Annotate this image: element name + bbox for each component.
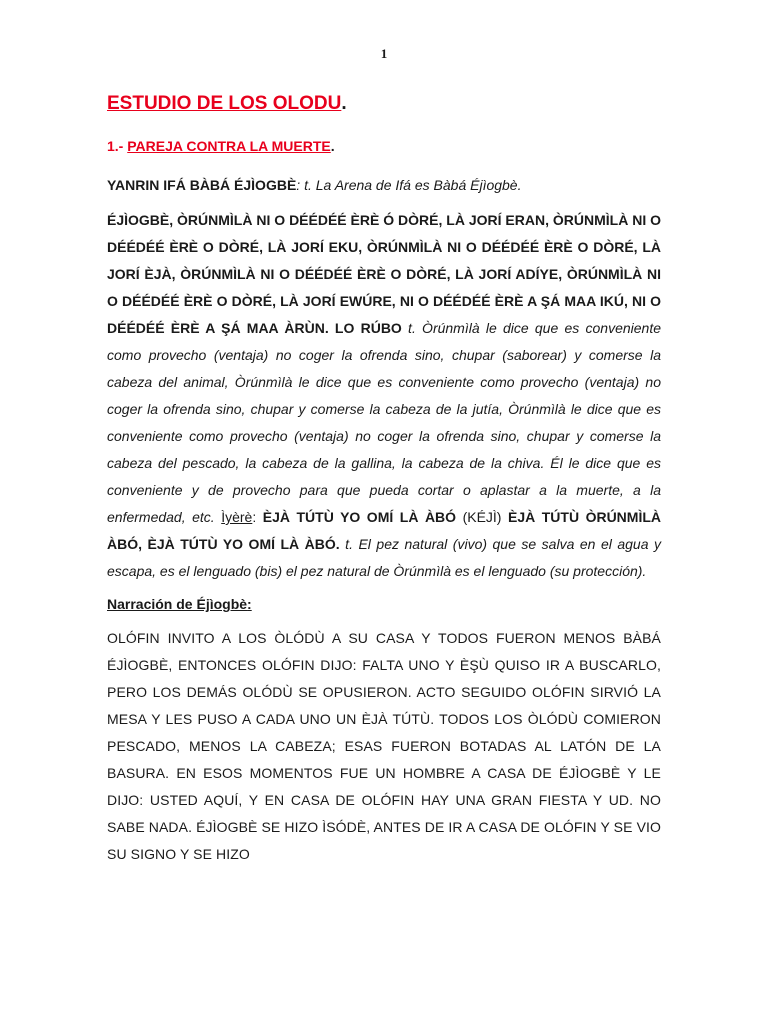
iyere-chant-1: ÈJÀ TÚTÙ YO OMÍ LÀ ÀBÓ: [262, 509, 457, 525]
paragraph-ejiogbe: [107, 207, 661, 585]
yanrin-translation: : t. La Arena de Ifá es Bàbá Éjìogbè.: [296, 177, 522, 193]
narration-heading-colon: :: [247, 596, 252, 612]
iyere-colon: :: [252, 509, 263, 525]
paragraph-yanrin: [107, 172, 661, 199]
iyere-translation: t. El pez natural (vivo) que se salva en el agua y escapa, es el lenguado (bis) el pez natural de Òrúnmìlà es el lenguado (su protección).: [107, 536, 661, 579]
iyere-chant-2: ÈJÀ TÚTÙ ÒRÚNMÌLÀ ÀBÓ, ÈJÀ TÚTÙ YO OMÍ LÀ ÀBÓ.: [107, 509, 662, 552]
section-heading: [107, 136, 661, 156]
yanrin-bold: YANRIN IFÁ BÀBÁ ÉJÌOGBÈ: [107, 177, 297, 193]
title-text: ESTUDIO DE LOS OLODU: [107, 93, 342, 114]
narration-heading-text: Narración de Éjìogbè: [107, 596, 248, 612]
title-punct: .: [341, 93, 347, 114]
page-number: 1: [380, 46, 388, 61]
narration-text: OLÓFIN INVITO A LOS ÒLÓDÙ A SU CASA Y TODOS FUERON MENOS BÀBÁ ÉJÌOGBÈ, ENTONCES OLÓFIN DIJO: FALTA UNO Y ÈŞÙ QUISO IR A BUSCARLO, PERO LOS DEMÁS OLÓDÙ SE OPUSIERON. ACTO SEGUIDO OLÓFIN SIRVIÓ LA MESA Y LES PUSO A CADA UNO UN ÈJÀ TÚTÙ. TODOS LOS ÒLÓDÙ COMIERON PESCADO, MENOS LA CABEZA; ESAS FUERON BOTADAS AL LATÓN DE LA BASURA. EN ESOS MOMENTOS FUE UN HOMBRE A CASA DE ÉJÌOGBÈ Y LE DIJO: USTED AQUÍ, Y EN CASA DE OLÓFIN HAY UNA GRAN FIESTA Y UD. NO SABE NADA. ÉJÌOGBÈ SE HIZO ÌSÓDÈ, ANTES DE IR A CASA DE OLÓFIN Y SE VIO SU SIGNO Y SE HIZO: [107, 630, 661, 862]
section-number: 1.-: [107, 138, 124, 154]
ejiogbe-translation: t. Òrúnmìlà le dice que es conveniente como provecho (ventaja) no coger la ofrenda sino, chupar (saborear) y comerse la cabeza del animal, Òrúnmìlà le dice que es conveniente como provecho (ventaja) no coger la ofrenda sino, chupar y comerse la cabeza de la jutía, Òrúnmìlà le dice que es conveniente como provecho (ventaja) no coger la ofrenda sino, chupar y comerse la cabeza del pescado, la cabeza de la gallina, la cabeza de la chiva. Él le dice que es conveniente y de provecho para que pueda cortar o aplastar a la muerte, a la enfermedad, etc.: [107, 320, 661, 525]
document-body: [107, 90, 661, 868]
iyere-label: Ìyèrè: [221, 509, 253, 525]
section-punct: .: [330, 138, 335, 154]
narration-heading: [107, 593, 661, 615]
section-label: PAREJA CONTRA LA MUERTE: [127, 138, 331, 154]
ejiogbe-yoruba: ÉJÌOGBÈ, ÒRÚNMÌLÀ NI O DÉÉDÉÉ ÈRÈ Ó DÒRÉ, LÀ JORÍ ERAN, ÒRÚNMÌLÀ NI O DÉÉDÉÉ ÈRÈ O DÒRÉ, LÀ JORÍ EKU, ÒRÚNMÌLÀ NI O DÉÉDÉÉ ÈRÈ O DÒRÉ, LÀ JORÍ ÈJÀ, ÒRÚNMÌLÀ NI O DÉÉDÉÉ ÈRÈ O DÒRÉ, LÀ JORÍ ADÍYE, ÒRÚNMÌLÀ NI O DÉÉDÉÉ ÈRÈ O DÒRÉ, LÀ JORÍ EWÚRE, NI O DÉÉDÉÉ ÈRÈ A ŞÁ MAA IKÚ, NI O DÉÉDÉÉ ÈRÈ A ŞÁ MAA ÀRÙN. LO RÚBO: [107, 212, 661, 336]
document-title: [107, 90, 661, 118]
keji-label: (KÉJÌ): [456, 509, 508, 525]
